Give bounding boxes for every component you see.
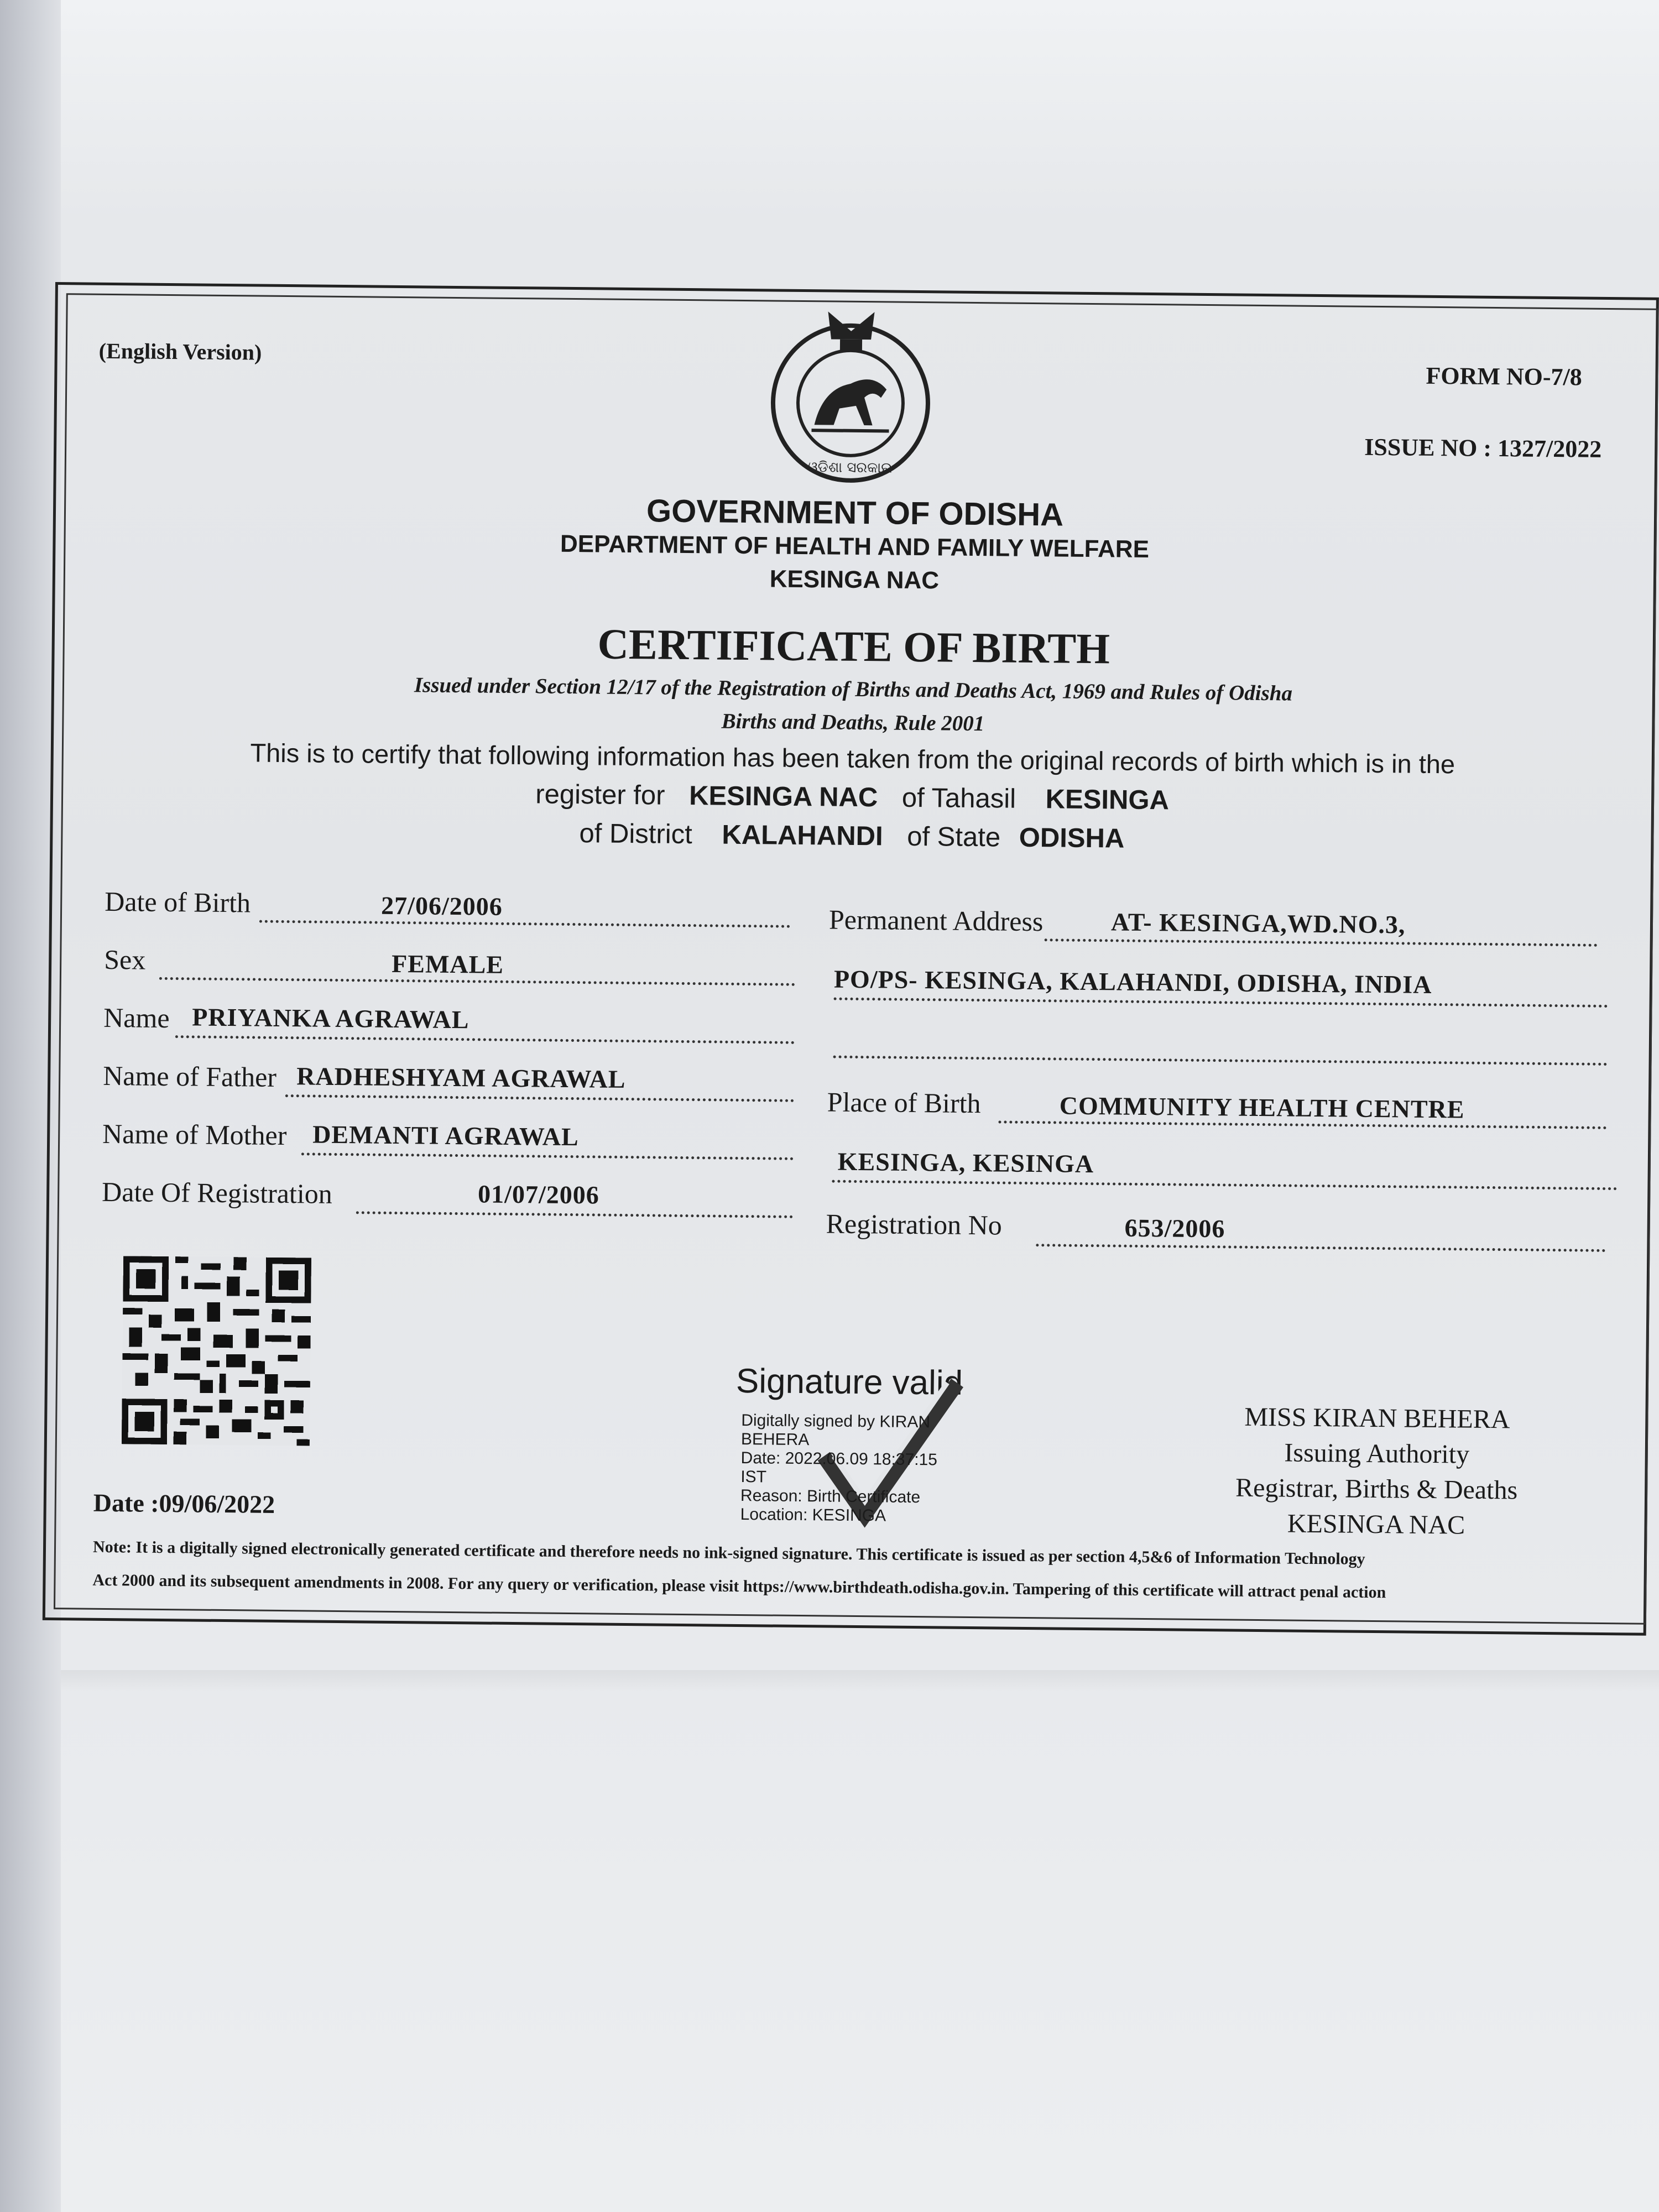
signature-valid-status: Signature valid (735, 1361, 963, 1402)
local-body-name: KESINGA NAC (769, 565, 940, 594)
state-label: of State (906, 821, 1001, 853)
sex-value: FEMALE (391, 949, 504, 979)
english-version-label: (English Version) (98, 338, 262, 365)
signature-location: Location: KESINGA (740, 1505, 886, 1525)
sex-label: Sex (103, 943, 146, 975)
dob-label: Date of Birth (104, 885, 251, 919)
signature-reason: Reason: Birth Certificate (740, 1486, 921, 1507)
registration-date-label: Date Of Registration (101, 1176, 333, 1209)
name-value: PRIYANKA AGRAWAL (192, 1003, 469, 1034)
address-line1: AT- KESINGA,WD.NO.3, (1110, 907, 1406, 939)
tahasil-value: KESINGA (1045, 784, 1170, 816)
authority-office: Registrar, Births & Deaths (1235, 1473, 1518, 1505)
address-line2: PO/PS- KESINGA, KALAHANDI, ODISHA, INDIA (833, 964, 1432, 999)
authority-name: MISS KIRAN BEHERA (1244, 1402, 1510, 1434)
certify-statement: This is to certify that following information has been taken from the original records of birth which is in the (250, 738, 1455, 779)
government-title: GOVERNMENT OF ODISHA (646, 493, 1064, 533)
form-number: FORM NO-7/8 (1426, 362, 1583, 391)
name-label: Name (103, 1001, 170, 1034)
place-of-birth-line2: KESINGA, KESINGA (837, 1147, 1094, 1178)
place-of-birth-label: Place of Birth (827, 1086, 981, 1119)
dob-value: 27/06/2006 (380, 891, 503, 921)
tahasil-label: of Tahasil (901, 782, 1016, 814)
father-name-label: Name of Father (102, 1060, 277, 1093)
signature-details (740, 1411, 937, 1526)
emblem-text: ଓଡ଼ିଶା ସରକାର (807, 459, 893, 477)
odisha-emblem-icon (761, 305, 940, 484)
certificate-subtitle-line1: Issued under Section 12/17 of the Registration of Births and Deaths Act, 1969 and Rules of Odisha (414, 673, 1293, 706)
birth-certificate (42, 282, 1658, 1658)
note-line2: Act 2000 and its subsequent amendments in 2008. For any query or verification, please visit https://www.birthdeath.odisha.gov.in. Tampering of this certificate will attract penal action (92, 1571, 1386, 1602)
address-label: Permanent Address (828, 904, 1044, 937)
state-value: ODISHA (1019, 822, 1125, 854)
issue-date: Date :09/06/2022 (93, 1488, 275, 1519)
signature-signer-surname: BEHERA (740, 1430, 810, 1449)
paper-fold (61, 1670, 1659, 1692)
father-name-value: RADHESHYAM AGRAWAL (296, 1062, 626, 1093)
register-for-label: register for (535, 779, 665, 811)
qr-code-icon (122, 1256, 311, 1446)
mother-name-value: DEMANTI AGRAWAL (312, 1120, 579, 1151)
signature-timezone: IST (740, 1467, 767, 1486)
authority-role: Issuing Authority (1284, 1438, 1470, 1469)
place-of-birth-line1: COMMUNITY HEALTH CENTRE (1059, 1091, 1465, 1124)
signature-signed-by: Digitally signed by KIRAN (741, 1411, 931, 1432)
note-line1: Note: It is a digitally signed electronically generated certificate and therefore needs no ink-signed signature. This certificate is issued as per section 4,5&6 of Information Technology (92, 1537, 1365, 1568)
certificate-subtitle-line2: Births and Deaths, Rule 2001 (721, 709, 985, 736)
registration-date-value: 01/07/2006 (477, 1180, 600, 1209)
district-label: of District (579, 818, 693, 850)
authority-place: KESINGA NAC (1287, 1509, 1465, 1540)
certificate-title: CERTIFICATE OF BIRTH (597, 619, 1110, 673)
issue-number: ISSUE NO : 1327/2022 (1364, 433, 1602, 463)
department-name: DEPARTMENT OF HEALTH AND FAMILY WELFARE (560, 530, 1150, 564)
register-for-value: KESINGA NAC (688, 781, 878, 813)
registration-number-label: Registration No (826, 1208, 1003, 1241)
mother-name-label: Name of Mother (102, 1118, 287, 1151)
registration-number-value: 653/2006 (1124, 1213, 1225, 1243)
district-value: KALAHANDI (722, 820, 883, 852)
signature-date: Date: 2022.06.09 18:37:15 (740, 1448, 938, 1469)
issuing-authority-block (1204, 1399, 1548, 1544)
